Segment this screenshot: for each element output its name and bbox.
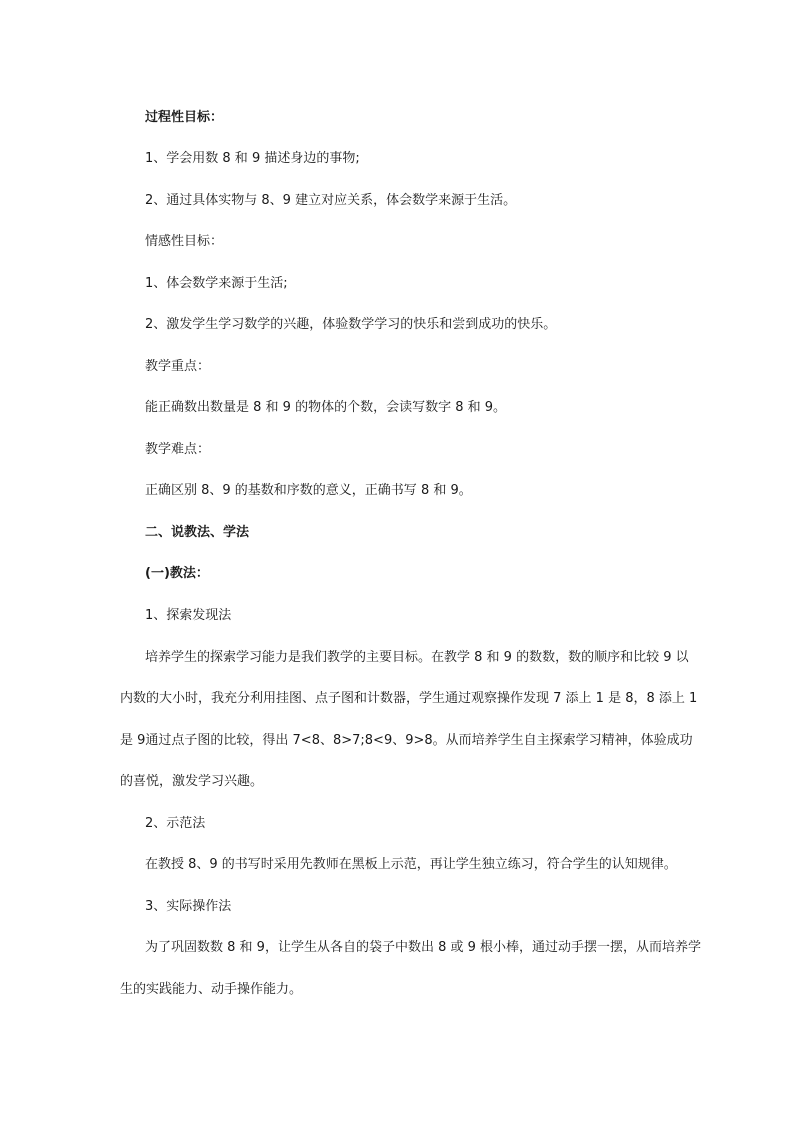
process-goal-2: 2、通过具体实物与 8、9 建立对应关系，体会数学来源于生活。 [145,193,517,208]
method-1-title: 1、探索发现法 [145,608,232,623]
method-1-para-line-3: 是 9通过点子图的比较，得出 7<8、8>7;8<9、9>8。从而培养学生自主探索学习精神，体验成功 [120,733,693,748]
method-2-title: 2、示范法 [145,816,206,831]
method-3-para-line-2: 生的实践能力、动手操作能力。 [120,982,303,997]
emotional-goal-1: 1、体会数学来源于生活; [145,276,288,291]
method-3-title: 3、实际操作法 [145,899,232,914]
emotional-goal-2: 2、激发学生学习数学的兴趣，体验数学学习的快乐和尝到成功的快乐。 [145,317,557,332]
heading-process-goals: 过程性目标： [145,110,224,125]
key-points-text: 能正确数出数量是 8 和 9 的物体的个数，会读写数字 8 和 9。 [145,400,507,415]
method-3-para-line-1: 为了巩固数数 8 和 9，让学生从各自的袋子中数出 8 或 9 根小棒，通过动手摆一摆，从而培养学 [145,940,702,955]
process-goal-1: 1、学会用数 8 和 9 描述身边的事物; [145,151,360,166]
method-2-para: 在教授 8、9 的书写时采用先教师在黑板上示范，再让学生独立练习，符合学生的认知规律。 [145,857,677,872]
heading-teaching-methods: (一)教法： [145,566,209,581]
difficulties-text: 正确区别 8、9 的基数和序数的意义，正确书写 8 和 9。 [145,483,472,498]
heading-difficulties: 教学难点： [145,442,211,457]
heading-emotional-goals: 情感性目标： [145,234,224,249]
method-1-para-line-4: 的喜悦，激发学习兴趣。 [120,774,264,789]
method-1-para-line-1: 培养学生的探索学习能力是我们教学的主要目标。在教学 8 和 9 的数数，数的顺序和比较 9 以 [145,650,689,665]
heading-section-2: 二、说教法、学法 [145,525,250,540]
method-1-para-line-2: 内数的大小时，我充分利用挂图、点子图和计数器，学生通过观察操作发现 7 添上 1 是 8，8 添上 1 [120,691,698,706]
heading-key-points: 教学重点： [145,359,211,374]
